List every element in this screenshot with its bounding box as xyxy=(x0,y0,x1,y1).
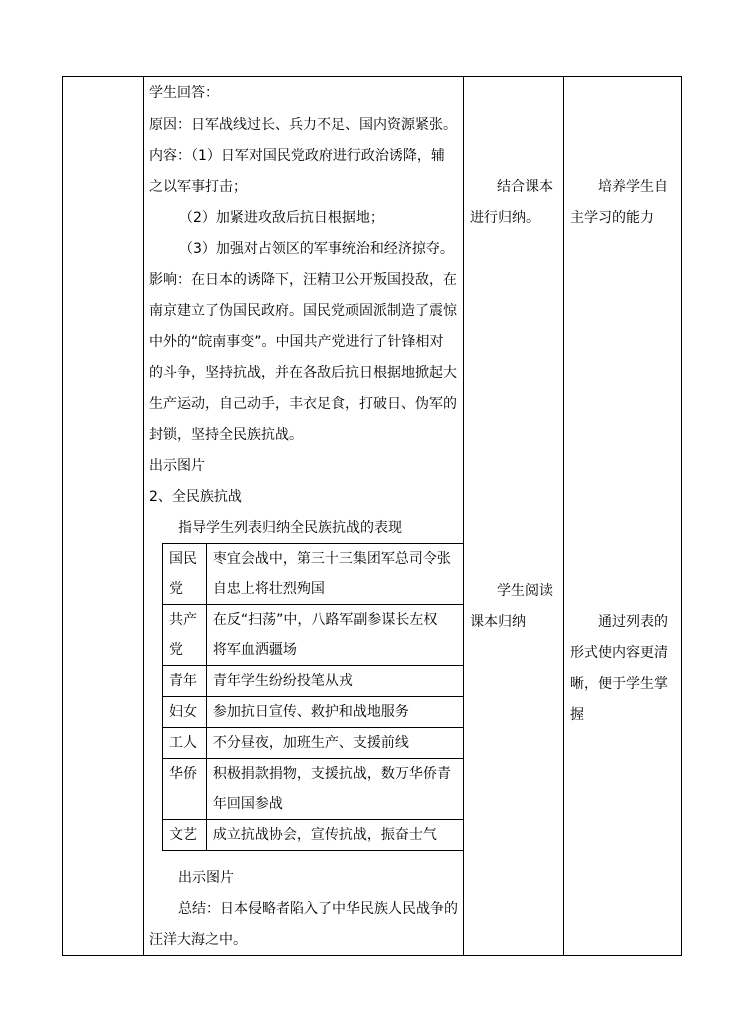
table-cell-group: 国民 党 xyxy=(163,544,207,605)
table-right-border xyxy=(681,76,682,956)
activity-text: 结合课本 xyxy=(497,179,553,195)
section-heading: 2、全民族抗战 xyxy=(149,489,242,505)
table-row xyxy=(163,697,464,728)
table-cell-group: 妇女 xyxy=(163,697,207,728)
table-cell-group: 工人 xyxy=(163,728,207,759)
text-line: 的斗争，坚持抗战，并在各敌后抗日根据地掀起大 xyxy=(149,365,457,381)
table-bottom-border xyxy=(62,955,682,956)
text-line: 指导学生列表归纳全民族抗战的表现 xyxy=(178,520,402,536)
text-line: 原因：日军战线过长、兵力不足、国内资源紧张。 xyxy=(149,117,457,133)
table-top-border xyxy=(62,76,682,77)
text-line: （2）加紧进攻敌后抗日根据地； xyxy=(179,210,384,226)
column-divider-3 xyxy=(563,76,564,956)
table-cell-content: 枣宜会战中，第三十三集团军总司令张 自忠上将壮烈殉国 xyxy=(206,544,463,605)
text-line: 生产运动，自己动手，丰衣足食，打破日、伪军的 xyxy=(149,396,457,412)
inner-table xyxy=(162,543,464,851)
text-line: （3）加强对占领区的军事统治和经济掠夺。 xyxy=(179,241,454,257)
text-line: 出示图片 xyxy=(149,458,205,474)
intent-text: 通过列表的 xyxy=(598,614,668,630)
text-line: 中外的“皖南事变”。中国共产党进行了针锋相对 xyxy=(149,334,444,350)
table-cell-content: 参加抗日宣传、救护和战地服务 xyxy=(206,697,463,728)
table-row xyxy=(163,820,464,851)
table-cell-content: 成立抗战协会，宣传抗战，振奋士气 xyxy=(206,820,463,851)
text-line: 影响：在日本的诱降下，汪精卫公开叛国投敌，在 xyxy=(149,272,457,288)
activity-text: 课本归纳 xyxy=(470,614,526,630)
column-divider-1 xyxy=(143,76,144,956)
intent-text: 形式使内容更清 xyxy=(570,645,668,661)
table-cell-group: 华侨 xyxy=(163,759,207,820)
text-line: 学生回答： xyxy=(149,85,219,101)
table-row xyxy=(163,666,464,697)
table-cell-content: 在反“扫荡”中，八路军副参谋长左权 将军血洒疆场 xyxy=(206,605,463,666)
intent-text: 培养学生自 xyxy=(598,179,668,195)
table-cell-content: 积极捐款捐物，支援抗战，数万华侨青 年回国参战 xyxy=(206,759,463,820)
table-cell-group: 共产 党 xyxy=(163,605,207,666)
intent-text: 晰，便于学生掌 xyxy=(570,676,668,692)
activity-text: 进行归纳。 xyxy=(470,210,540,226)
table-row xyxy=(163,759,464,820)
text-line: 总结：日本侵略者陷入了中华民族人民战争的 xyxy=(178,901,458,917)
table-row xyxy=(163,728,464,759)
table-row xyxy=(163,605,464,666)
text-line: 汪洋大海之中。 xyxy=(149,932,247,948)
table-cell-content: 不分昼夜，加班生产、支援前线 xyxy=(206,728,463,759)
text-line: 之以军事打击； xyxy=(149,179,247,195)
text-line: 出示图片 xyxy=(178,870,234,886)
table-cell-group: 青年 xyxy=(163,666,207,697)
table-cell-content: 青年学生纷纷投笔从戎 xyxy=(206,666,463,697)
activity-text: 学生阅读 xyxy=(497,583,553,599)
table-left-border xyxy=(62,76,63,956)
text-line: 南京建立了伪国民政府。国民党顽固派制造了震惊 xyxy=(149,303,457,319)
text-line: 封锁，坚持全民族抗战。 xyxy=(149,427,303,443)
text-line: 内容：（1）日军对国民党政府进行政治诱降，辅 xyxy=(149,148,445,164)
table-cell-group: 文艺 xyxy=(163,820,207,851)
intent-text: 握 xyxy=(570,707,584,723)
table-row xyxy=(163,544,464,605)
intent-text: 主学习的能力 xyxy=(570,210,654,226)
